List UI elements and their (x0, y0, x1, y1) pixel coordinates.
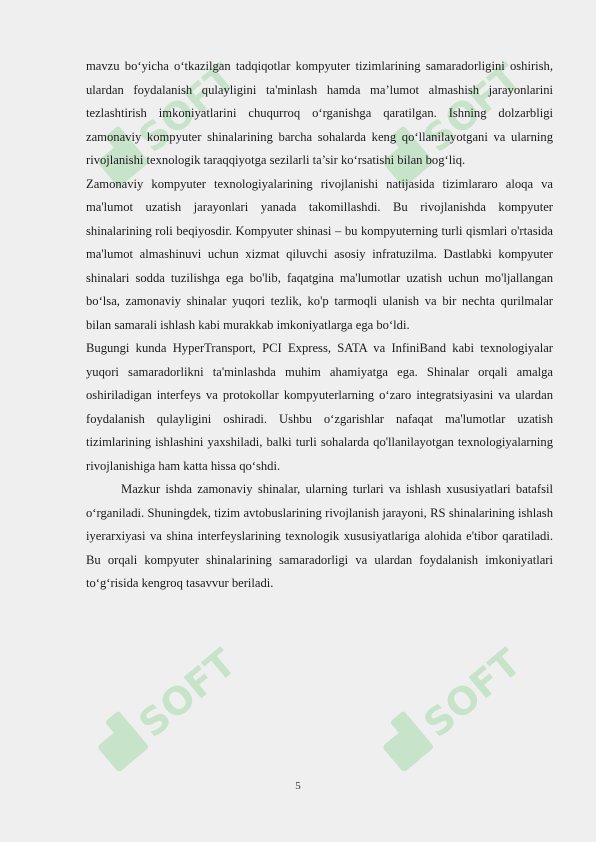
paragraph: Zamonaviy kompyuter texnologiyalarining rivojlanishi natijasida tizimlararo aloqa va ma'lumot uzatish jarayonlari yanada takomillashdi. Bu rivojlanishda kompyuter shinalarining roli beqiyosdir. Kompyuter shinasi – bu kompyuterning turli qismlari o'rtasida ma'lumot almashinuvi uchun xizmat qiluvchi asosiy infratuzilma. Dastlabki kompyuter shinalari sodda tuzilishga ega bo'lib, faqatgina ma'lumotlar uzatish uchun mo'ljallangan bo‘lsa, zamonaviy shinalar yuqori tezlik, ko'p tarmoqli ulanish va bir nechta qurilmalar bilan samarali ishlash kabi murakkab imkoniyatlarga ega bo‘ldi. (86, 176, 553, 332)
paragraph: Bugungi kunda HyperTransport, PCI Express, SATA va InfiniBand kabi texnologiyalar yuqori samaradorlikni ta'minlashda muhim ahamiyatga ega. Shinalar orqali amalga oshiriladigan interfeys va protokollar kompyuterlarning o‘zaro integratsiyasini va ulardan foydalanish qulayligini oshiradi. Ushbu o‘zgarishlar nafaqat ma'lumotlar uzatish tizimlarining ishlashini yaxshiladi, balki turli sohalarda qo'llanilayotgan texnologiyalarning rivojlanishiga ham katta hissa qo‘shdi. (86, 341, 553, 473)
document-body (86, 55, 553, 596)
paragraph: mavzu bo‘yicha o‘tkazilgan tadqiqotlar kompyuter tizimlarining samaradorligini oshirish, ulardan foydalanish qulayligini ta'minlash hamda ma’lumot almashish jarayonlarini tezlashtirish imkoniyatlarini chuqurroq o‘rganishga qaratilgan. Ishning dolzarbligi zamonaviy kompyuter shinalarining barcha sohalarda keng qo‘llanilayotgani va ularning rivojlanishi texnologik taraqqiyotga sezilarli ta’sir ko‘rsatishi bilan bog‘liq. (86, 59, 553, 167)
page-number: 5 (295, 780, 301, 792)
paragraph: Mazkur ishda zamonaviy shinalar, ularning turlari va ishlash xususiyatlari batafsil o‘rganiladi. Shuningdek, tizim avtobuslarining rivojlanish jarayoni, RS shinalarining ishlash iyerarxiyasi va shina interfeyslarining texnologik xususiyatlariga alohida e'tibor qaratiladi. Bu orqali kompyuter shinalarining samaradorligi va ulardan foydalanish imkoniyatlari to‘g‘risida kengroq tasavvur beriladi. (86, 482, 553, 590)
svg-text:SOFT: SOFT (415, 640, 530, 746)
watermark-logo (365, 640, 530, 790)
svg-text:SOFT: SOFT (415, 55, 530, 161)
watermark-logo (80, 640, 245, 790)
svg-text:SOFT: SOFT (130, 55, 245, 161)
svg-text:SOFT: SOFT (130, 640, 245, 746)
